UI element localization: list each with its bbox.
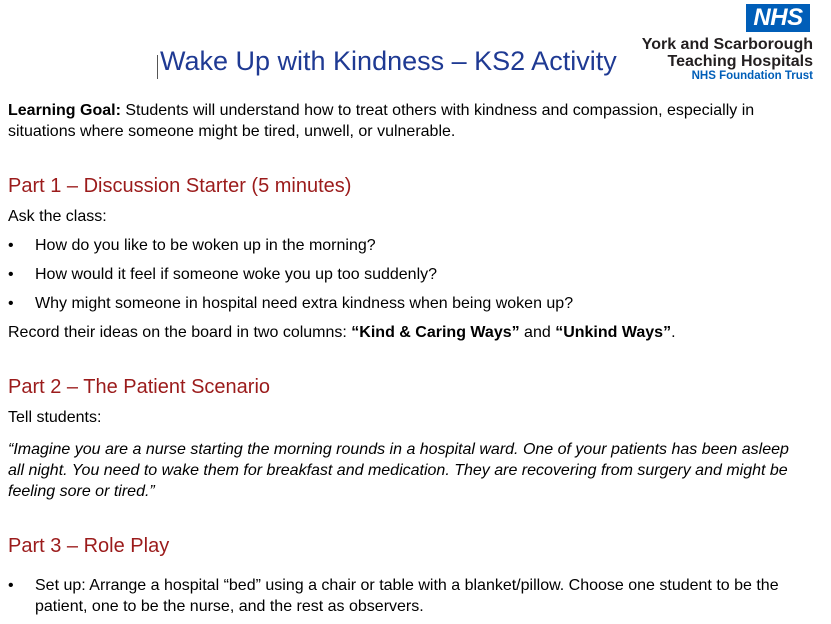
list-item: • Why might someone in hospital need extra kindness when being woken up? [8, 293, 798, 314]
list-item: • Set up: Arrange a hospital “bed” using a chair or table with a blanket/pillow. Choose one student to be the patient, one to be the nurse, and the rest as observers. [8, 575, 798, 617]
record-pre: Record their ideas on the board in two columns: [8, 324, 352, 341]
record-end: . [671, 324, 676, 341]
text-cursor [157, 55, 158, 79]
part2-intro: Tell students: [8, 409, 102, 426]
record-kind-ways: “Kind & Caring Ways” [351, 324, 520, 341]
scenario-quote: “Imagine you are a nurse starting the morning rounds in a hospital ward. One of your patients has been asleep all night. You need to wake them for breakfast and medication. They are recovering from surgery and might be feeling sore or tired.” [8, 441, 789, 500]
nhs-badge: NHS [746, 4, 810, 32]
part2-heading: Part 2 – The Patient Scenario [8, 376, 271, 398]
list-item: • How would it feel if someone woke you up too suddenly? [8, 264, 798, 285]
part3-steps [8, 575, 798, 617]
list-item: • How do you like to be woken up in the morning? [8, 235, 798, 256]
record-unkind-ways: “Unkind Ways” [555, 324, 672, 341]
page-title: Wake Up with Kindness – KS2 Activity [160, 46, 617, 76]
learning-goal [8, 100, 798, 142]
part1-questions [8, 235, 798, 314]
trust-name-line2: Teaching Hospitals [667, 53, 813, 70]
part1-intro: Ask the class: [8, 208, 107, 225]
nhs-trust-logo [613, 4, 813, 84]
trust-name-line1: York and Scarborough [641, 36, 813, 53]
learning-goal-text: Students will understand how to treat others with kindness and compassion, especially in situations where someone might be tired, unwell, or vulnerable. [8, 102, 755, 140]
part1-record [8, 322, 798, 343]
learning-goal-label: Learning Goal: [8, 102, 121, 119]
trust-subtitle: NHS Foundation Trust [691, 70, 813, 82]
part3-heading: Part 3 – Role Play [8, 535, 170, 557]
document-body [8, 100, 798, 617]
record-mid: and [519, 324, 556, 341]
part1-heading: Part 1 – Discussion Starter (5 minutes) [8, 175, 352, 197]
